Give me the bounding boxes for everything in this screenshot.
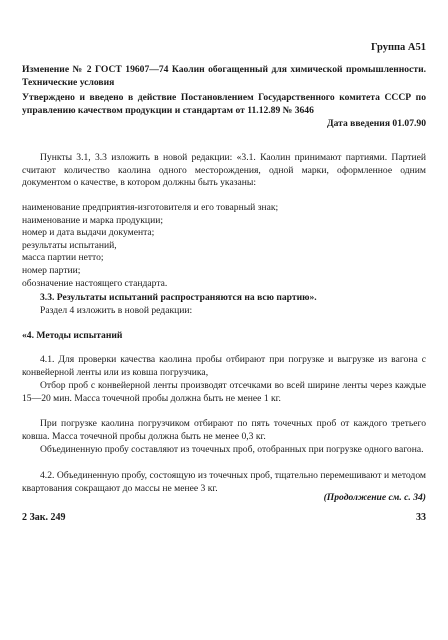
list-item: результаты испытаний,	[22, 239, 117, 251]
section-4-instruction: Раздел 4 изложить в новой редакции:	[40, 305, 193, 316]
paragraph-combined-sample: Объединенную пробу составляют из точечных проб, отобранных при погрузке одного вагона.	[40, 444, 424, 455]
amendment-title: Изменение № 2 ГОСТ 19607—74 Каолин обогащенный для химической промышленности. Технические условия	[22, 64, 426, 88]
paragraph-4-2: 4.2. Объединенную пробу, состоящую из точечных проб, тщательно перемешивают и методом квартования сокращают до массы не менее 3 кг.	[22, 470, 426, 494]
section-heading: «4. Методы испытаний	[22, 330, 123, 341]
paragraph-loader-sampling: При погрузке каолина погрузчиком отбирают по пять точечных проб от каждого третьего ковша. Масса точечной пробы должна быть не менее 0,3 кг.	[22, 418, 426, 442]
continuation-note: (Продолжение см. с. 34)	[323, 492, 426, 503]
approval-statement: Утверждено и введено в действие Постановлением Государственного комитета СССР по управлению качеством продукции и стандартам от 11.12.89 № 3646	[22, 92, 426, 116]
paragraph-4-1: 4.1. Для проверки качества каолина пробы отбирают при погрузке и выгрузке из вагона с конвейерной ленты или из ковша погрузчика,	[22, 354, 426, 378]
paragraph-belt-sampling: Отбор проб с конвейерной ленты производят отсечками во всей ширине ленты через каждые 15—20 мин. Масса точечной пробы должна быть не менее 1 кг.	[22, 380, 426, 404]
list-item: наименование предприятия-изготовителя и его товарный знак;	[22, 202, 279, 213]
order-number: 2 Зак. 249	[22, 512, 66, 523]
page-number: 33	[416, 512, 426, 523]
list-item: масса партии нетто;	[22, 252, 104, 264]
list-item: номер партии;	[22, 264, 81, 276]
required-fields-list	[22, 202, 426, 290]
list-item: номер и дата выдачи документа;	[22, 227, 155, 239]
list-item: наименование и марка продукции;	[22, 214, 163, 226]
list-item: обозначение настоящего стандарта.	[22, 277, 168, 289]
paragraph-3-1: Пункты 3.1, 3.3 изложить в новой редакции: «3.1. Каолин принимают партиями. Партией считают количество каолина одного месторождения, одной марки, оформленное одним документом о качестве, в котором должны быть указаны:	[22, 152, 426, 189]
effective-date: Дата введения 01.07.90	[326, 118, 426, 129]
group-code: Группа А51	[370, 42, 426, 53]
paragraph-3-3: 3.3. Результаты испытаний распространяются на всю партию».	[40, 292, 317, 303]
